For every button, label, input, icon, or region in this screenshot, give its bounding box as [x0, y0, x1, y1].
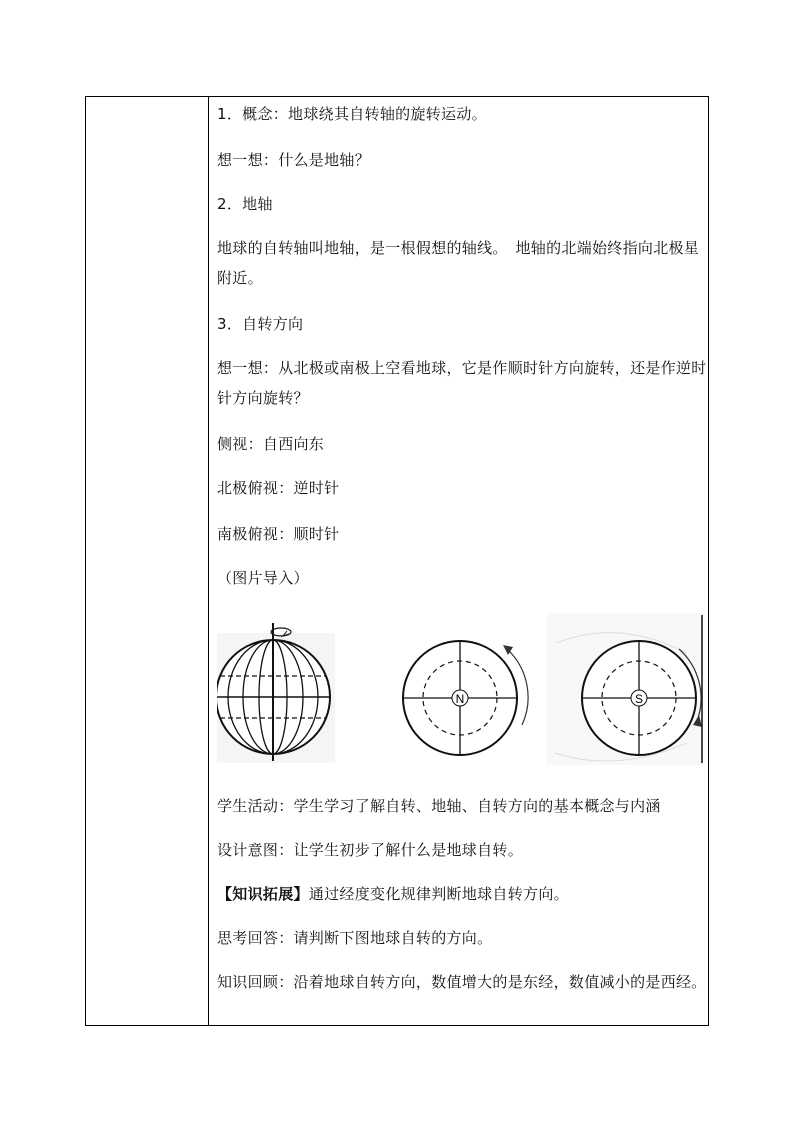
knowledge-review: 知识回顾：沿着地球自转方向，数值增大的是东经，数值减小的是西经。	[217, 973, 707, 991]
student-activity: 学生活动：学生学习了解自转、地轴、自转方向的基本概念与内涵	[217, 797, 661, 815]
concept-text: 1．概念：地球绕其自转轴的旋转运动。	[217, 105, 487, 123]
north-label: N	[455, 692, 465, 706]
question-direction: 想一想：从北极或南极上空看地球，它是作顺时针方向旋转，还是作逆时针方向旋转？	[217, 359, 707, 407]
north-pole-view	[403, 641, 528, 755]
south-view-text: 南极俯视：顺时针	[217, 525, 340, 543]
side-view-text: 侧视：自西向东	[217, 435, 325, 453]
lesson-table	[85, 96, 709, 1026]
south-pole-view	[547, 613, 703, 765]
extension-tag: 【知识拓展】	[217, 885, 309, 903]
question-axis: 想一想：什么是地轴？	[217, 151, 371, 169]
earth-rotation-figure	[217, 613, 703, 765]
heading-direction: 3．自转方向	[217, 315, 304, 333]
axis-definition: 地球的自转轴叫地轴，是一根假想的轴线。 地轴的北端始终指向北极星附近。	[217, 239, 700, 287]
design-intent: 设计意图：让学生初步了解什么是地球自转。	[217, 841, 524, 859]
globe-side-view	[217, 623, 337, 763]
extension-text: 通过经度变化规律判断地球自转方向。	[308, 885, 569, 903]
north-view-text: 北极俯视：逆时针	[217, 479, 340, 497]
heading-axis: 2．地轴	[217, 195, 273, 213]
image-import-note: （图片导入）	[217, 569, 309, 587]
south-label: S	[634, 692, 644, 706]
column-divider	[208, 97, 209, 1025]
knowledge-extension	[217, 879, 569, 909]
think-answer: 思考回答：请判断下图地球自转的方向。	[217, 929, 493, 947]
